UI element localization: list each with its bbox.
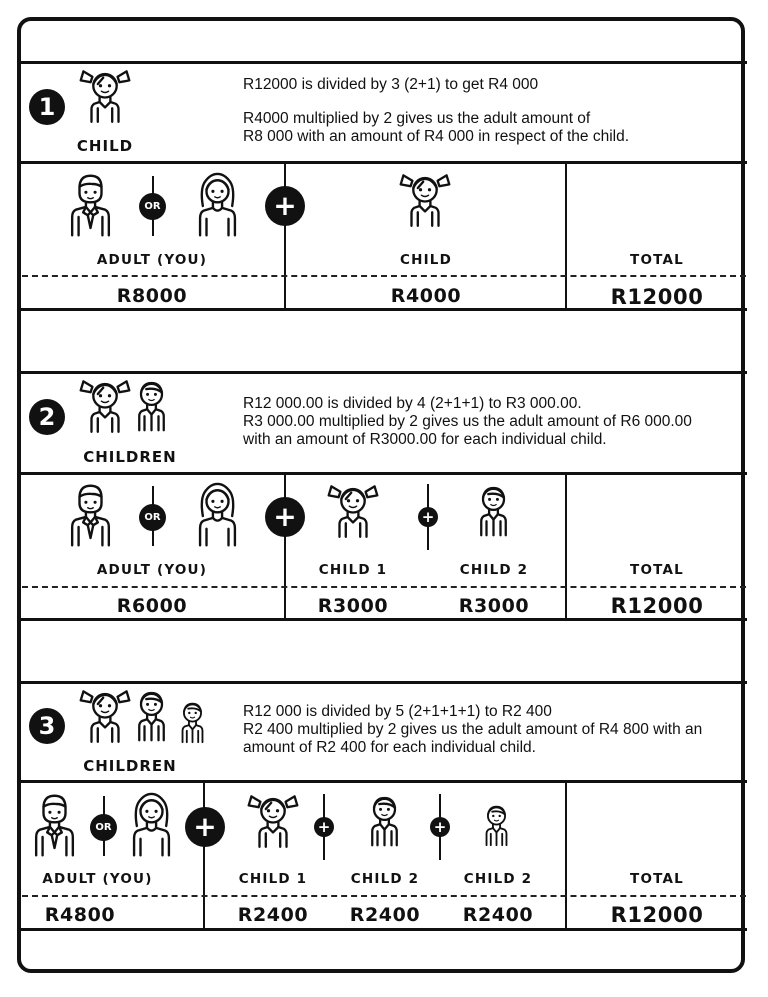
- child-amount: R3000: [458, 595, 530, 617]
- boy-icon: [466, 481, 521, 551]
- dashed-separator: [22, 586, 746, 588]
- adult-amount: R8000: [116, 285, 188, 307]
- plus-icon: +: [430, 817, 450, 837]
- column-divider: [565, 474, 567, 618]
- column-divider: [203, 782, 205, 928]
- column-divider: [284, 474, 286, 618]
- plus-icon: +: [314, 817, 334, 837]
- child-amount: R2400: [237, 904, 309, 926]
- girl-icon: [395, 170, 455, 242]
- child-label: CHILD 1: [318, 562, 388, 578]
- child-amount: R2400: [462, 904, 534, 926]
- category-label: CHILDREN: [83, 757, 177, 775]
- category-label: CHILDREN: [83, 448, 177, 466]
- description-line: R4000 multiplied by 2 gives us the adult amount of: [243, 110, 591, 127]
- man-icon: [27, 789, 82, 863]
- plus-icon: +: [265, 497, 305, 537]
- total-amount: R12000: [610, 594, 704, 618]
- small-boy-icon: [170, 698, 215, 755]
- divider: [19, 472, 747, 475]
- step-number: 2: [29, 399, 65, 435]
- step-number: 1: [29, 89, 65, 125]
- man-icon: [63, 169, 118, 243]
- divider: [19, 928, 747, 931]
- column-divider: [284, 163, 286, 308]
- adult-label: ADULT (YOU): [96, 562, 208, 578]
- man-icon: [63, 479, 118, 553]
- description-line: R12 000.00 is divided by 4 (2+1+1) to R3 000.00.: [243, 395, 582, 412]
- divider: [19, 681, 747, 684]
- category-label: CHILD: [76, 137, 134, 155]
- boy-icon: [124, 376, 179, 446]
- divider: [19, 371, 747, 374]
- or-badge: OR: [139, 193, 166, 220]
- divider: [19, 161, 747, 164]
- boy-icon: [357, 791, 412, 861]
- total-label: TOTAL: [630, 252, 684, 268]
- description-line: R8 000 with an amount of R4 000 in respect of the child.: [243, 128, 630, 145]
- or-badge: OR: [139, 504, 166, 531]
- plus-icon: +: [185, 807, 225, 847]
- dashed-separator: [22, 275, 746, 277]
- child-label: CHILD: [399, 252, 453, 268]
- dashed-separator: [22, 895, 746, 897]
- total-amount: R12000: [610, 285, 704, 309]
- step-number: 3: [29, 708, 65, 744]
- description-line: R12000 is divided by 3 (2+1) to get R4 000: [243, 76, 539, 93]
- adult-label: ADULT (YOU): [96, 252, 208, 268]
- child-amount: R4000: [390, 285, 462, 307]
- woman-icon: [124, 789, 179, 863]
- adult-amount: R6000: [116, 595, 188, 617]
- adult-label: ADULT (YOU): [42, 871, 153, 887]
- girl-icon: [243, 791, 303, 863]
- woman-icon: [190, 479, 245, 553]
- description-line: R2 400 multiplied by 2 gives us the adult amount of R4 800 with an: [243, 721, 703, 738]
- description-line: amount of R2 400 for each individual child.: [243, 739, 536, 756]
- plus-icon: +: [265, 186, 305, 226]
- child-label: CHILD 1: [238, 871, 308, 887]
- child-label: CHILD 2: [459, 562, 529, 578]
- girl-icon: [75, 66, 135, 138]
- child-amount: R2400: [349, 904, 421, 926]
- adult-amount: R4800: [44, 904, 116, 926]
- woman-icon: [190, 169, 245, 243]
- child-label: CHILD 2: [463, 871, 533, 887]
- divider: [19, 618, 747, 621]
- plus-icon: +: [418, 507, 438, 527]
- small-boy-icon: [474, 801, 519, 858]
- girl-icon: [323, 481, 383, 553]
- total-label: TOTAL: [630, 871, 684, 887]
- total-label: TOTAL: [630, 562, 684, 578]
- divider: [19, 61, 747, 64]
- description-line: R12 000 is divided by 5 (2+1+1+1) to R2 400: [243, 703, 552, 720]
- total-amount: R12000: [610, 903, 704, 927]
- child-label: CHILD 2: [350, 871, 420, 887]
- description-line: R3 000.00 multiplied by 2 gives us the adult amount of R6 000.00: [243, 413, 692, 430]
- child-amount: R3000: [317, 595, 389, 617]
- description-line: with an amount of R3000.00 for each individual child.: [243, 431, 607, 448]
- column-divider: [565, 782, 567, 928]
- or-badge: OR: [90, 814, 117, 841]
- divider: [19, 780, 747, 783]
- column-divider: [565, 163, 567, 308]
